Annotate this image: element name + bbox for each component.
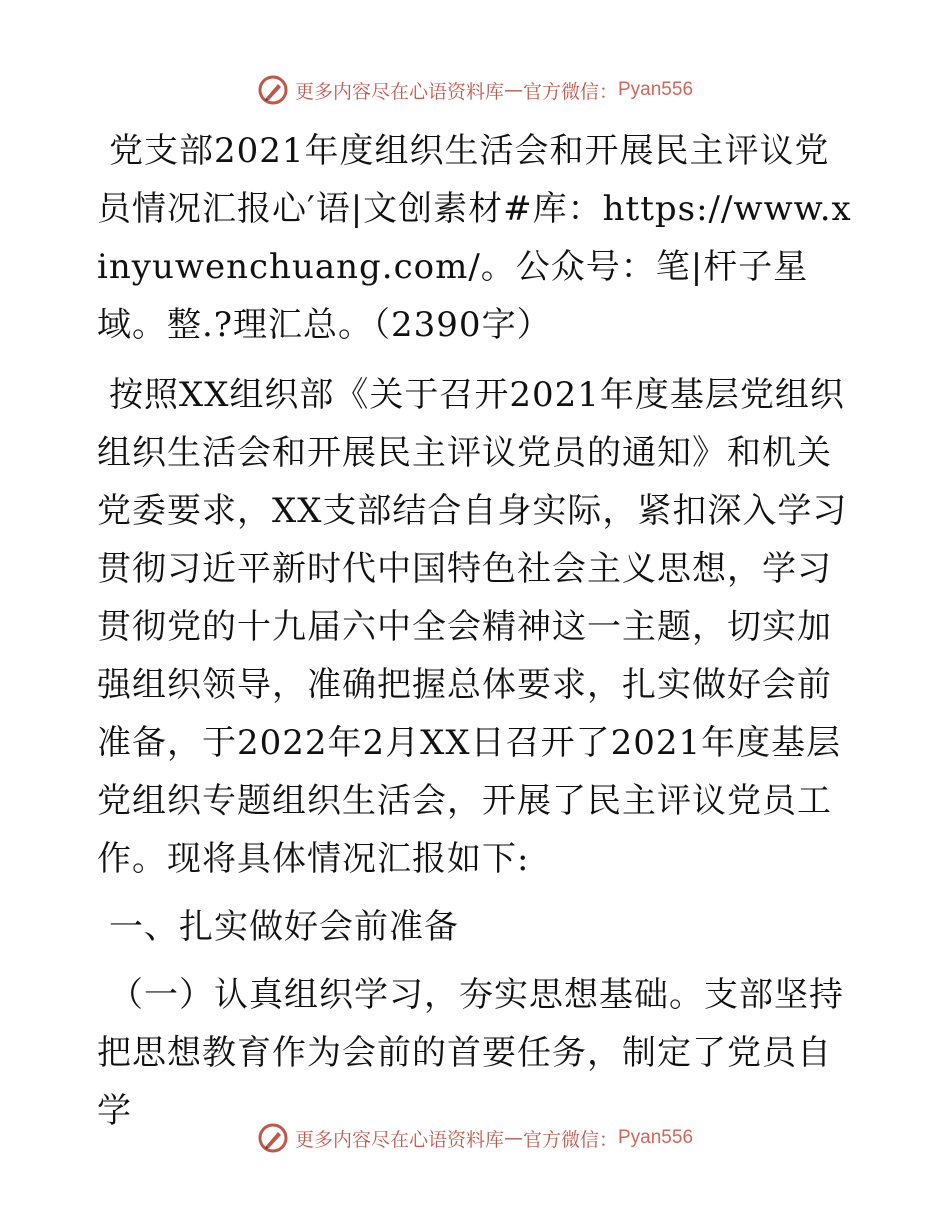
document-body xyxy=(97,122,857,1150)
watermark-separator: — xyxy=(503,1127,523,1149)
watermark-header xyxy=(0,70,950,110)
paragraph-intro: 按照XX组织部《关于召开2021年度基层党组织组织生活会和开展民主评议党员的通知》和机关党委要求，XX支部结合自身实际，紧扣深入学习贯彻习近平新时代中国特色社会主义思想，学习贯彻党的十九届六中全会精神这一主题，切实加强组织领导，准确把握总体要求，扎实做好会前准备，于2022年2月XX日召开了2021年度基层党组织专题组织生活会，开展了民主评议党员工作。现将具体情况汇报如下: xyxy=(97,375,848,879)
watermark-main-text: 更多内容尽在心语资料库 xyxy=(294,80,504,103)
watermark-suffix: 官方微信： xyxy=(522,80,618,103)
watermark-footer xyxy=(0,1118,950,1158)
pen-circle-icon xyxy=(257,1122,289,1154)
section-heading-1: 一、扎实做好会前准备 xyxy=(109,907,459,947)
paragraph-study: （一）认真组织学习，夯实思想基础。支部坚持把思想教育作为会前的首要任务，制定了党员自学 xyxy=(97,975,844,1131)
watermark-suffix: 官方微信： xyxy=(522,1128,618,1151)
watermark-wechat-id: Pyan556 xyxy=(618,79,694,100)
document-title: 党支部2021年度组织生活会和开展民主评议党员情况汇报心′语|文创素材#库：https://www.xinyuwenchuang.com/。公众号：笔|杆子星域。整.?理汇总。（2390字） xyxy=(97,131,852,345)
watermark-main-text: 更多内容尽在心语资料库 xyxy=(294,1128,504,1151)
watermark-separator: — xyxy=(503,79,523,101)
pen-circle-icon xyxy=(257,74,289,106)
watermark-wechat-id: Pyan556 xyxy=(618,1127,694,1148)
